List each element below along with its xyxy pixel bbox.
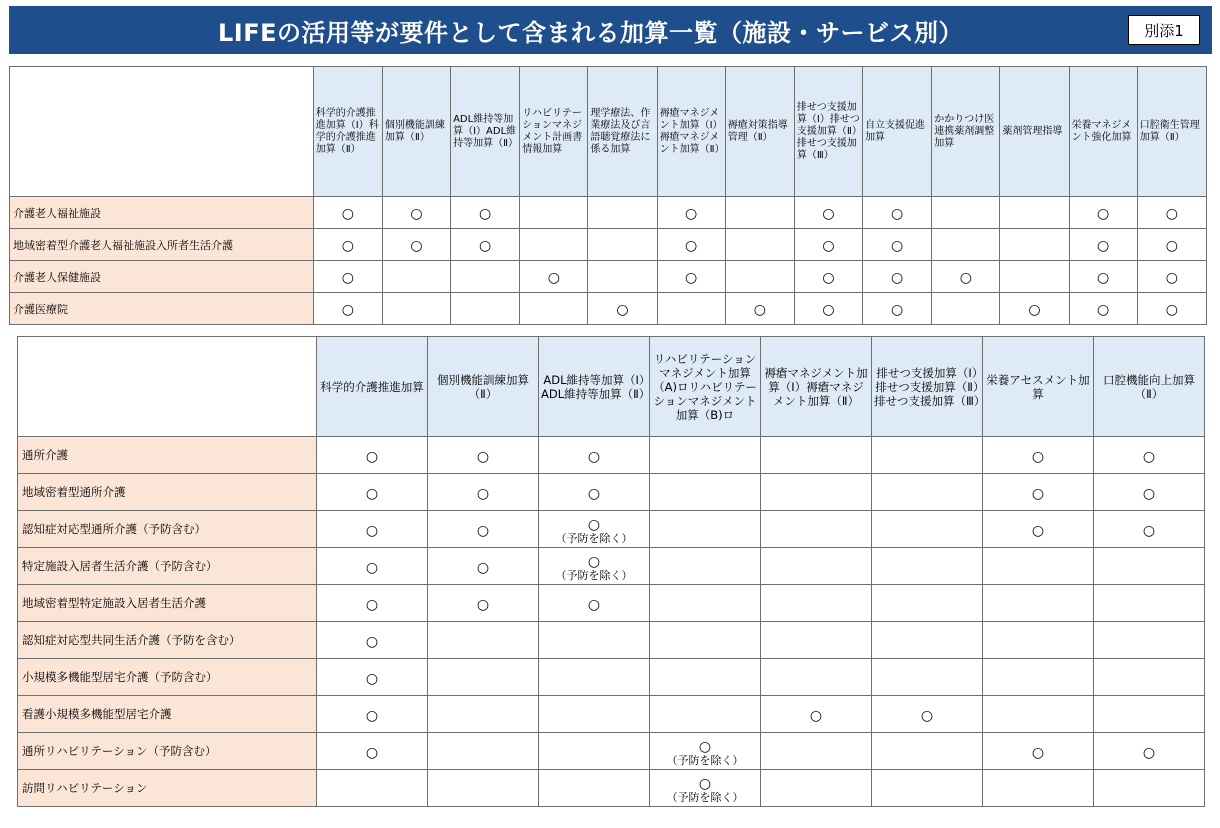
row-label: 特定施設入居者生活介護（予防含む） [18, 548, 317, 585]
table-cell [520, 293, 588, 325]
row-label: 認知症対応型共同生活介護（予防を含む） [18, 622, 317, 659]
column-header: 褥瘡マネジメント加算（Ⅰ）褥瘡マネジメント加算（Ⅱ） [657, 67, 725, 197]
table-cell [428, 474, 539, 511]
check-mark: ○ [891, 302, 904, 318]
check-mark: ○ [547, 270, 560, 286]
table-cell [539, 659, 650, 696]
column-header: リハビリテーションマネジメント加算（A)ロリハビリテーションマネジメント加算（B)ロ [650, 337, 761, 437]
table-row [18, 659, 1205, 696]
column-header: 排せつ支援加算（Ⅰ）排せつ支援加算（Ⅱ）排せつ支援加算（Ⅲ） [872, 337, 983, 437]
table-cell [725, 293, 794, 325]
check-mark: ○ [1031, 744, 1045, 761]
check-mark: ○ [809, 707, 823, 724]
check-mark: ○ [587, 448, 601, 465]
exclusion-note: （予防を除く） [555, 568, 633, 582]
table-cell [761, 548, 872, 585]
check-mark: ○ [822, 206, 835, 222]
table-cell [1094, 511, 1205, 548]
table-cell [983, 511, 1094, 548]
table-cell [313, 261, 382, 293]
table-cell [317, 437, 428, 474]
check-mark: ○ [685, 206, 698, 222]
check-mark: ○ [479, 206, 492, 222]
check-mark: ○ [685, 238, 698, 254]
exclusion-note: （予防を除く） [666, 753, 744, 767]
check-mark: ○ [341, 302, 354, 318]
table-cell [761, 474, 872, 511]
table-cell [983, 696, 1094, 733]
table-cell [650, 770, 761, 807]
table-cell [451, 229, 520, 261]
table-cell [983, 659, 1094, 696]
table-row [10, 293, 1207, 325]
table-row [18, 585, 1205, 622]
table-row [10, 197, 1207, 229]
row-label: 介護老人福祉施設 [10, 197, 314, 229]
check-mark: ○ [365, 744, 379, 761]
table-cell [428, 548, 539, 585]
table-cell [317, 733, 428, 770]
table-cell [588, 261, 657, 293]
check-mark: ○ [365, 559, 379, 576]
table-cell [983, 733, 1094, 770]
check-mark: ○ [1097, 206, 1110, 222]
table-cell [428, 511, 539, 548]
table-cell [1137, 197, 1206, 229]
table-cell [313, 229, 382, 261]
table-cell [1137, 293, 1206, 325]
table-cell [1094, 585, 1205, 622]
check-mark: ○ [587, 553, 601, 570]
table-cell [539, 437, 650, 474]
row-label: 地域密着型介護老人福祉施設入所者生活介護 [10, 229, 314, 261]
table-cell [1069, 293, 1137, 325]
table-cell [317, 770, 428, 807]
table-cell [650, 733, 761, 770]
check-mark: ○ [1165, 206, 1178, 222]
row-label: 地域密着型通所介護 [18, 474, 317, 511]
table-cell [650, 437, 761, 474]
check-mark: ○ [341, 206, 354, 222]
check-mark: ○ [476, 448, 490, 465]
corner-cell [18, 337, 317, 437]
table-cell [872, 622, 983, 659]
check-mark: ○ [587, 485, 601, 502]
table-cell [1094, 437, 1205, 474]
check-mark: ○ [1097, 302, 1110, 318]
table-cell [382, 197, 450, 229]
check-mark: ○ [822, 270, 835, 286]
check-mark: ○ [891, 270, 904, 286]
table-cell [761, 659, 872, 696]
table-cell [650, 548, 761, 585]
check-mark: ○ [1031, 448, 1045, 465]
table-row [10, 261, 1207, 293]
table-cell [1069, 197, 1137, 229]
table-cell [872, 696, 983, 733]
table-cell [539, 474, 650, 511]
table-cell [761, 733, 872, 770]
table-cell [761, 511, 872, 548]
row-label: 介護医療院 [10, 293, 314, 325]
table-cell [657, 261, 725, 293]
row-label: 小規模多機能型居宅介護（予防含む） [18, 659, 317, 696]
table-cell [313, 293, 382, 325]
exclusion-note: （予防を除く） [555, 531, 633, 545]
check-mark: ○ [1031, 522, 1045, 539]
table-cell [1069, 261, 1137, 293]
check-mark: ○ [1031, 485, 1045, 502]
table-row [18, 548, 1205, 585]
table-cell [983, 437, 1094, 474]
table-cell [428, 770, 539, 807]
check-mark: ○ [822, 302, 835, 318]
table-cell [872, 437, 983, 474]
table-cell [650, 585, 761, 622]
table-cell [650, 659, 761, 696]
check-mark: ○ [476, 522, 490, 539]
table-cell [428, 696, 539, 733]
table-cell [539, 548, 650, 585]
table-cell [761, 585, 872, 622]
check-mark: ○ [410, 238, 423, 254]
row-label: 地域密着型特定施設入居者生活介護 [18, 585, 317, 622]
check-mark: ○ [1142, 448, 1156, 465]
table-cell [794, 261, 862, 293]
corner-cell [10, 67, 314, 197]
column-header: 理学療法、作業療法及び言語聴覚療法に係る加算 [588, 67, 657, 197]
check-mark: ○ [587, 516, 601, 533]
table-cell [761, 696, 872, 733]
table-cell [650, 511, 761, 548]
table-cell [428, 585, 539, 622]
table-cell [983, 622, 1094, 659]
column-header: 科学的介護推進加算 [317, 337, 428, 437]
table-cell [539, 733, 650, 770]
table-cell [317, 585, 428, 622]
table-cell [650, 622, 761, 659]
table-cell [932, 293, 1000, 325]
row-label: 認知症対応型通所介護（予防含む） [18, 511, 317, 548]
table-cell [1094, 474, 1205, 511]
table-row [18, 696, 1205, 733]
table-cell [872, 733, 983, 770]
table-cell [983, 585, 1094, 622]
column-header: 自立支援促進加算 [863, 67, 932, 197]
facility-table [9, 66, 1207, 325]
title-banner [9, 6, 1212, 54]
table-cell [520, 197, 588, 229]
table-cell [451, 197, 520, 229]
table-cell [863, 229, 932, 261]
table-row [18, 622, 1205, 659]
column-header: 口腔衛生管理加算（Ⅱ） [1137, 67, 1206, 197]
table-cell [725, 197, 794, 229]
table-cell [657, 197, 725, 229]
check-mark: ○ [365, 485, 379, 502]
column-header: 口腔機能向上加算（Ⅱ） [1094, 337, 1205, 437]
table-cell [1000, 293, 1069, 325]
table-row [18, 437, 1205, 474]
table-cell [932, 197, 1000, 229]
check-mark: ○ [1142, 522, 1156, 539]
table-cell [650, 696, 761, 733]
table-cell [539, 622, 650, 659]
check-mark: ○ [365, 633, 379, 650]
column-header: 排せつ支援加算（Ⅰ）排せつ支援加算（Ⅱ）排せつ支援加算（Ⅲ） [794, 67, 862, 197]
check-mark: ○ [1165, 302, 1178, 318]
column-header: かかりつけ医連携薬剤調整加算 [932, 67, 1000, 197]
table-cell [382, 229, 450, 261]
table-cell [1137, 261, 1206, 293]
row-label: 看護小規模多機能型居宅介護 [18, 696, 317, 733]
column-header: 栄養アセスメント加算 [983, 337, 1094, 437]
table-cell [863, 261, 932, 293]
check-mark: ○ [685, 270, 698, 286]
check-mark: ○ [1165, 270, 1178, 286]
column-header: 個別機能訓練加算（Ⅱ） [382, 67, 450, 197]
table-cell [317, 548, 428, 585]
table-cell [317, 511, 428, 548]
table-cell [1069, 229, 1137, 261]
table-cell [317, 474, 428, 511]
table-cell [1094, 659, 1205, 696]
table-cell [761, 770, 872, 807]
check-mark: ○ [365, 670, 379, 687]
table-cell [428, 622, 539, 659]
check-mark: ○ [753, 302, 766, 318]
check-mark: ○ [365, 448, 379, 465]
row-label: 通所介護 [18, 437, 317, 474]
table-cell [382, 293, 450, 325]
table-cell [761, 437, 872, 474]
check-mark: ○ [959, 270, 972, 286]
table-cell [1000, 197, 1069, 229]
table-cell [428, 437, 539, 474]
column-header: ADL維持等加算（Ⅰ）ADL維持等加算（Ⅱ） [451, 67, 520, 197]
table-cell [872, 548, 983, 585]
check-mark: ○ [891, 238, 904, 254]
table-cell [872, 511, 983, 548]
table-cell [539, 770, 650, 807]
table-cell [539, 511, 650, 548]
column-header: リハビリテーションマネジメント計画書情報加算 [520, 67, 588, 197]
table-cell [650, 474, 761, 511]
check-mark: ○ [698, 775, 712, 792]
check-mark: ○ [587, 596, 601, 613]
table-row [18, 474, 1205, 511]
table-cell [1094, 622, 1205, 659]
check-mark: ○ [1097, 238, 1110, 254]
check-mark: ○ [479, 238, 492, 254]
column-header: ADL維持等加算（Ⅰ）ADL維持等加算（Ⅱ） [539, 337, 650, 437]
table-cell [588, 197, 657, 229]
check-mark: ○ [341, 270, 354, 286]
check-mark: ○ [698, 738, 712, 755]
table-row [10, 229, 1207, 261]
table-cell [657, 229, 725, 261]
table-cell [520, 261, 588, 293]
table-cell [872, 770, 983, 807]
table-cell [1094, 548, 1205, 585]
table-cell [872, 585, 983, 622]
table-cell [1094, 733, 1205, 770]
check-mark: ○ [476, 559, 490, 576]
table-cell [451, 261, 520, 293]
table-cell [983, 548, 1094, 585]
check-mark: ○ [365, 596, 379, 613]
check-mark: ○ [476, 596, 490, 613]
check-mark: ○ [822, 238, 835, 254]
check-mark: ○ [365, 707, 379, 724]
table-cell [725, 261, 794, 293]
attachment-badge: 別添1 [1128, 15, 1200, 45]
table-cell [539, 696, 650, 733]
check-mark: ○ [1028, 302, 1041, 318]
service-table [17, 336, 1205, 807]
column-header: 個別機能訓練加算（Ⅱ） [428, 337, 539, 437]
table-cell [313, 197, 382, 229]
check-mark: ○ [410, 206, 423, 222]
table-cell [863, 197, 932, 229]
check-mark: ○ [891, 206, 904, 222]
row-label: 介護老人保健施設 [10, 261, 314, 293]
row-label: 通所リハビリテーション（予防含む） [18, 733, 317, 770]
column-header: 科学的介護推進加算（Ⅰ）科学的介護推進加算（Ⅱ） [313, 67, 382, 197]
check-mark: ○ [1097, 270, 1110, 286]
table-cell [317, 622, 428, 659]
table-cell [794, 229, 862, 261]
table-cell [794, 293, 862, 325]
table-cell [657, 293, 725, 325]
page-title: LIFEの活用等が要件として含まれる加算一覧（施設・サービス別） [217, 18, 963, 47]
table-cell [1094, 770, 1205, 807]
table-cell [872, 659, 983, 696]
table-cell [520, 229, 588, 261]
table-cell [1000, 261, 1069, 293]
column-header: 栄養マネジメント強化加算 [1069, 67, 1137, 197]
check-mark: ○ [616, 302, 629, 318]
table-cell [983, 474, 1094, 511]
check-mark: ○ [920, 707, 934, 724]
table-cell [794, 197, 862, 229]
table-cell [983, 770, 1094, 807]
check-mark: ○ [476, 485, 490, 502]
exclusion-note: （予防を除く） [666, 790, 744, 804]
column-header: 褥瘡対策指導管理（Ⅱ） [725, 67, 794, 197]
table-cell [588, 229, 657, 261]
check-mark: ○ [341, 238, 354, 254]
table-cell [725, 229, 794, 261]
table-cell [932, 229, 1000, 261]
check-mark: ○ [1165, 238, 1178, 254]
table-row [18, 733, 1205, 770]
table-row [18, 770, 1205, 807]
table-cell [1137, 229, 1206, 261]
check-mark: ○ [365, 522, 379, 539]
table-cell [588, 293, 657, 325]
table-cell [1094, 696, 1205, 733]
table-row [18, 511, 1205, 548]
table-cell [428, 659, 539, 696]
table-cell [872, 474, 983, 511]
table-cell [428, 733, 539, 770]
table-cell [317, 659, 428, 696]
check-mark: ○ [1142, 744, 1156, 761]
table-cell [382, 261, 450, 293]
table-cell [317, 696, 428, 733]
table-cell [863, 293, 932, 325]
table-cell [539, 585, 650, 622]
check-mark: ○ [1142, 485, 1156, 502]
table-cell [451, 293, 520, 325]
column-header: 薬剤管理指導 [1000, 67, 1069, 197]
table-cell [932, 261, 1000, 293]
table-cell [761, 622, 872, 659]
table-cell [1000, 229, 1069, 261]
column-header: 褥瘡マネジメント加算（Ⅰ）褥瘡マネジメント加算（Ⅱ） [761, 337, 872, 437]
row-label: 訪問リハビリテーション [18, 770, 317, 807]
